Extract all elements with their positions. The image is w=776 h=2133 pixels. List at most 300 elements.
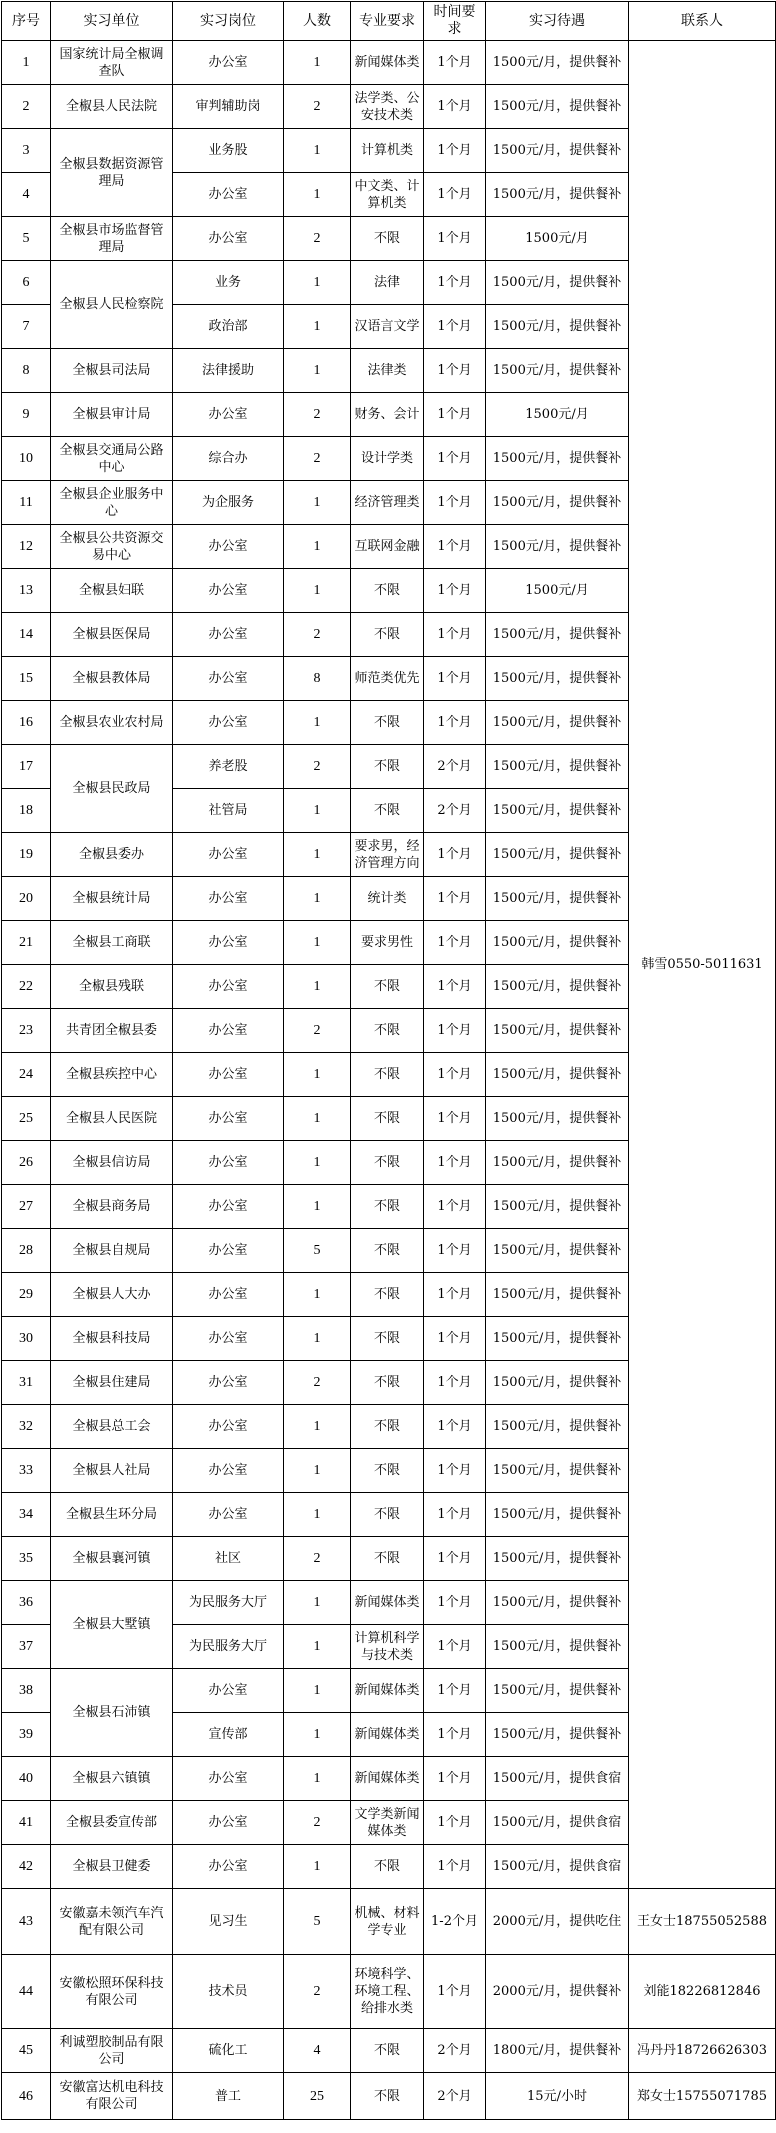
- post-cell: 办公室: [173, 613, 284, 657]
- major-cell: 不限: [351, 1449, 424, 1493]
- row-no-cell: 36: [2, 1581, 51, 1625]
- count-cell: 1: [284, 1449, 351, 1493]
- post-cell: 办公室: [173, 569, 284, 613]
- pay-cell: 1500元/月: [486, 393, 629, 437]
- contact-cell: 冯丹丹18726626303: [629, 2029, 776, 2073]
- count-cell: 2: [284, 393, 351, 437]
- count-cell: 1: [284, 41, 351, 85]
- time-cell: 1个月: [424, 1449, 486, 1493]
- row-no-cell: 14: [2, 613, 51, 657]
- unit-cell: 全椒县人民检察院: [51, 261, 173, 349]
- post-cell: 办公室: [173, 173, 284, 217]
- time-cell: 1个月: [424, 1493, 486, 1537]
- row-no-cell: 4: [2, 173, 51, 217]
- post-cell: 办公室: [173, 1449, 284, 1493]
- post-cell: 办公室: [173, 701, 284, 745]
- major-cell: 新闻媒体类: [351, 1581, 424, 1625]
- row-no-cell: 41: [2, 1801, 51, 1845]
- row-no-cell: 38: [2, 1669, 51, 1713]
- pay-cell: 1500元/月，提供餐补: [486, 1493, 629, 1537]
- time-cell: 1个月: [424, 1537, 486, 1581]
- unit-cell: 全椒县数据资源管理局: [51, 129, 173, 217]
- row-no-cell: 33: [2, 1449, 51, 1493]
- unit-cell: 全椒县大墅镇: [51, 1581, 173, 1669]
- time-cell: 2个月: [424, 2029, 486, 2073]
- pay-cell: 1500元/月，提供餐补: [486, 1009, 629, 1053]
- post-cell: 宣传部: [173, 1713, 284, 1757]
- post-cell: 办公室: [173, 1273, 284, 1317]
- pay-cell: 2000元/月，提供吃住: [486, 1889, 629, 1955]
- pay-cell: 1500元/月，提供餐补: [486, 1053, 629, 1097]
- post-cell: 审判辅助岗: [173, 85, 284, 129]
- unit-cell: 全椒县医保局: [51, 613, 173, 657]
- unit-cell: 国家统计局全椒调查队: [51, 41, 173, 85]
- header-post: 实习岗位: [173, 2, 284, 41]
- unit-cell: 全椒县卫健委: [51, 1845, 173, 1889]
- pay-cell: 1500元/月，提供餐补: [486, 1581, 629, 1625]
- pay-cell: 1500元/月，提供餐补: [486, 833, 629, 877]
- count-cell: 1: [284, 261, 351, 305]
- row-no-cell: 37: [2, 1625, 51, 1669]
- major-cell: 不限: [351, 745, 424, 789]
- pay-cell: 1500元/月，提供餐补: [486, 657, 629, 701]
- unit-cell: 安徽松照环保科技有限公司: [51, 1955, 173, 2029]
- row-no-cell: 21: [2, 921, 51, 965]
- unit-cell: 全椒县人大办: [51, 1273, 173, 1317]
- unit-cell: 全椒县统计局: [51, 877, 173, 921]
- header-pay: 实习待遇: [486, 2, 629, 41]
- time-cell: 1个月: [424, 217, 486, 261]
- row-no-cell: 35: [2, 1537, 51, 1581]
- major-cell: 不限: [351, 217, 424, 261]
- pay-cell: 1500元/月，提供餐补: [486, 1669, 629, 1713]
- pay-cell: 1500元/月，提供餐补: [486, 525, 629, 569]
- pay-cell: 1500元/月，提供餐补: [486, 745, 629, 789]
- pay-cell: 1500元/月，提供餐补: [486, 877, 629, 921]
- post-cell: 办公室: [173, 1053, 284, 1097]
- count-cell: 1: [284, 877, 351, 921]
- row-no-cell: 15: [2, 657, 51, 701]
- major-cell: 汉语言文学: [351, 305, 424, 349]
- count-cell: 1: [284, 1097, 351, 1141]
- unit-cell: 共青团全椒县委: [51, 1009, 173, 1053]
- pay-cell: 1500元/月，提供餐补: [486, 1713, 629, 1757]
- pay-cell: 1500元/月，提供餐补: [486, 701, 629, 745]
- time-cell: 1个月: [424, 85, 486, 129]
- major-cell: 机械、材料学专业: [351, 1889, 424, 1955]
- contact-cell: 郑女士15755071785: [629, 2073, 776, 2120]
- count-cell: 1: [284, 921, 351, 965]
- post-cell: 政治部: [173, 305, 284, 349]
- count-cell: 1: [284, 1757, 351, 1801]
- pay-cell: 1500元/月，提供餐补: [486, 1361, 629, 1405]
- unit-cell: 全椒县教体局: [51, 657, 173, 701]
- count-cell: 5: [284, 1889, 351, 1955]
- time-cell: 1个月: [424, 437, 486, 481]
- major-cell: 设计学类: [351, 437, 424, 481]
- major-cell: 不限: [351, 1053, 424, 1097]
- row-no-cell: 39: [2, 1713, 51, 1757]
- major-cell: 不限: [351, 1229, 424, 1273]
- header-major: 专业要求: [351, 2, 424, 41]
- major-cell: 不限: [351, 1361, 424, 1405]
- pay-cell: 1500元/月: [486, 569, 629, 613]
- count-cell: 1: [284, 1581, 351, 1625]
- header-time: 时间要求: [424, 2, 486, 41]
- count-cell: 2: [284, 1801, 351, 1845]
- unit-cell: 全椒县商务局: [51, 1185, 173, 1229]
- pay-cell: 1500元/月，提供餐补: [486, 1317, 629, 1361]
- unit-cell: 全椒县人社局: [51, 1449, 173, 1493]
- count-cell: 1: [284, 305, 351, 349]
- pay-cell: 2000元/月，提供餐补: [486, 1955, 629, 2029]
- time-cell: 1个月: [424, 833, 486, 877]
- count-cell: 2: [284, 85, 351, 129]
- row-no-cell: 10: [2, 437, 51, 481]
- major-cell: 不限: [351, 1493, 424, 1537]
- count-cell: 2: [284, 1009, 351, 1053]
- unit-cell: 全椒县自规局: [51, 1229, 173, 1273]
- time-cell: 2个月: [424, 2073, 486, 2120]
- pay-cell: 1500元/月，提供餐补: [486, 921, 629, 965]
- pay-cell: 1500元/月，提供餐补: [486, 1273, 629, 1317]
- time-cell: 1个月: [424, 1053, 486, 1097]
- unit-cell: 全椒县襄河镇: [51, 1537, 173, 1581]
- time-cell: 1个月: [424, 1757, 486, 1801]
- post-cell: 综合办: [173, 437, 284, 481]
- row-no-cell: 16: [2, 701, 51, 745]
- count-cell: 2: [284, 745, 351, 789]
- row-no-cell: 42: [2, 1845, 51, 1889]
- unit-cell: 全椒县人民医院: [51, 1097, 173, 1141]
- count-cell: 1: [284, 1273, 351, 1317]
- row-no-cell: 25: [2, 1097, 51, 1141]
- time-cell: 1个月: [424, 1141, 486, 1185]
- post-cell: 办公室: [173, 1229, 284, 1273]
- count-cell: 4: [284, 2029, 351, 2073]
- post-cell: 办公室: [173, 1009, 284, 1053]
- header-count: 人数: [284, 2, 351, 41]
- count-cell: 2: [284, 1537, 351, 1581]
- pay-cell: 1500元/月，提供餐补: [486, 1449, 629, 1493]
- table-row: [2, 41, 776, 85]
- major-cell: 新闻媒体类: [351, 1757, 424, 1801]
- time-cell: 1个月: [424, 1801, 486, 1845]
- row-no-cell: 29: [2, 1273, 51, 1317]
- post-cell: 为民服务大厅: [173, 1581, 284, 1625]
- post-cell: 办公室: [173, 393, 284, 437]
- contact-cell: 刘能18226812846: [629, 1955, 776, 2029]
- table-row: [2, 1955, 776, 2029]
- unit-cell: 安徽嘉未领汽车汽配有限公司: [51, 1889, 173, 1955]
- major-cell: 统计类: [351, 877, 424, 921]
- unit-cell: 利诚塑胶制品有限公司: [51, 2029, 173, 2073]
- time-cell: 1个月: [424, 1009, 486, 1053]
- time-cell: 2个月: [424, 789, 486, 833]
- pay-cell: 1500元/月: [486, 217, 629, 261]
- post-cell: 办公室: [173, 1801, 284, 1845]
- count-cell: 1: [284, 173, 351, 217]
- major-cell: 法学类、公安技术类: [351, 85, 424, 129]
- time-cell: 1个月: [424, 1955, 486, 2029]
- post-cell: 办公室: [173, 965, 284, 1009]
- row-no-cell: 28: [2, 1229, 51, 1273]
- unit-cell: 全椒县信访局: [51, 1141, 173, 1185]
- row-no-cell: 5: [2, 217, 51, 261]
- major-cell: 计算机类: [351, 129, 424, 173]
- post-cell: 为民服务大厅: [173, 1625, 284, 1669]
- count-cell: 1: [284, 965, 351, 1009]
- post-cell: 社区: [173, 1537, 284, 1581]
- count-cell: 2: [284, 217, 351, 261]
- time-cell: 1个月: [424, 701, 486, 745]
- major-cell: 新闻媒体类: [351, 1669, 424, 1713]
- unit-cell: 全椒县农业农村局: [51, 701, 173, 745]
- row-no-cell: 32: [2, 1405, 51, 1449]
- major-cell: 财务、会计: [351, 393, 424, 437]
- count-cell: 5: [284, 1229, 351, 1273]
- unit-cell: 全椒县六镇镇: [51, 1757, 173, 1801]
- row-no-cell: 26: [2, 1141, 51, 1185]
- pay-cell: 1500元/月，提供餐补: [486, 129, 629, 173]
- pay-cell: 1500元/月，提供餐补: [486, 1141, 629, 1185]
- count-cell: 2: [284, 437, 351, 481]
- pay-cell: 1500元/月，提供餐补: [486, 41, 629, 85]
- pay-cell: 1500元/月，提供餐补: [486, 789, 629, 833]
- count-cell: 1: [284, 1053, 351, 1097]
- count-cell: 25: [284, 2073, 351, 2120]
- major-cell: 师范类优先: [351, 657, 424, 701]
- major-cell: 不限: [351, 1141, 424, 1185]
- post-cell: 养老股: [173, 745, 284, 789]
- time-cell: 1个月: [424, 921, 486, 965]
- major-cell: 不限: [351, 2029, 424, 2073]
- row-no-cell: 44: [2, 1955, 51, 2029]
- unit-cell: 全椒县住建局: [51, 1361, 173, 1405]
- time-cell: 1个月: [424, 41, 486, 85]
- pay-cell: 1500元/月，提供餐补: [486, 173, 629, 217]
- post-cell: 办公室: [173, 1493, 284, 1537]
- pay-cell: 1500元/月，提供餐补: [486, 349, 629, 393]
- row-no-cell: 46: [2, 2073, 51, 2120]
- time-cell: 1个月: [424, 965, 486, 1009]
- major-cell: 经济管理类: [351, 481, 424, 525]
- post-cell: 见习生: [173, 1889, 284, 1955]
- time-cell: 1个月: [424, 393, 486, 437]
- post-cell: 办公室: [173, 1317, 284, 1361]
- time-cell: 1个月: [424, 1317, 486, 1361]
- row-no-cell: 45: [2, 2029, 51, 2073]
- count-cell: 1: [284, 1141, 351, 1185]
- count-cell: 1: [284, 701, 351, 745]
- major-cell: 不限: [351, 569, 424, 613]
- count-cell: 1: [284, 789, 351, 833]
- time-cell: 1个月: [424, 877, 486, 921]
- pay-cell: 15元/小时: [486, 2073, 629, 2120]
- post-cell: 办公室: [173, 1669, 284, 1713]
- post-cell: 办公室: [173, 877, 284, 921]
- time-cell: 2个月: [424, 745, 486, 789]
- time-cell: 1个月: [424, 525, 486, 569]
- post-cell: 技术员: [173, 1955, 284, 2029]
- pay-cell: 1500元/月，提供餐补: [486, 437, 629, 481]
- count-cell: 1: [284, 129, 351, 173]
- pay-cell: 1500元/月，提供食宿: [486, 1757, 629, 1801]
- major-cell: 不限: [351, 613, 424, 657]
- major-cell: 计算机科学与技术类: [351, 1625, 424, 1669]
- row-no-cell: 3: [2, 129, 51, 173]
- unit-cell: 全椒县疾控中心: [51, 1053, 173, 1097]
- post-cell: 普工: [173, 2073, 284, 2120]
- pay-cell: 1500元/月，提供食宿: [486, 1801, 629, 1845]
- pay-cell: 1500元/月，提供餐补: [486, 305, 629, 349]
- unit-cell: 全椒县生环分局: [51, 1493, 173, 1537]
- unit-cell: 全椒县石沛镇: [51, 1669, 173, 1757]
- table-row: [2, 2029, 776, 2073]
- row-no-cell: 7: [2, 305, 51, 349]
- unit-cell: 全椒县审计局: [51, 393, 173, 437]
- unit-cell: 全椒县民政局: [51, 745, 173, 833]
- pay-cell: 1500元/月，提供餐补: [486, 261, 629, 305]
- row-no-cell: 11: [2, 481, 51, 525]
- unit-cell: 全椒县公共资源交易中心: [51, 525, 173, 569]
- major-cell: 不限: [351, 1097, 424, 1141]
- pay-cell: 1800元/月，提供餐补: [486, 2029, 629, 2073]
- major-cell: 不限: [351, 789, 424, 833]
- post-cell: 办公室: [173, 1141, 284, 1185]
- unit-cell: 全椒县司法局: [51, 349, 173, 393]
- count-cell: 1: [284, 1713, 351, 1757]
- count-cell: 1: [284, 349, 351, 393]
- unit-cell: 全椒县工商联: [51, 921, 173, 965]
- major-cell: 中文类、计算机类: [351, 173, 424, 217]
- post-cell: 办公室: [173, 525, 284, 569]
- time-cell: 1-2个月: [424, 1889, 486, 1955]
- time-cell: 1个月: [424, 481, 486, 525]
- post-cell: 办公室: [173, 1361, 284, 1405]
- contact-cell: 王女士18755052588: [629, 1889, 776, 1955]
- row-no-cell: 34: [2, 1493, 51, 1537]
- row-no-cell: 31: [2, 1361, 51, 1405]
- time-cell: 1个月: [424, 1405, 486, 1449]
- time-cell: 1个月: [424, 1185, 486, 1229]
- pay-cell: 1500元/月，提供餐补: [486, 1229, 629, 1273]
- post-cell: 办公室: [173, 217, 284, 261]
- major-cell: 新闻媒体类: [351, 41, 424, 85]
- pay-cell: 1500元/月，提供餐补: [486, 613, 629, 657]
- time-cell: 1个月: [424, 569, 486, 613]
- major-cell: 不限: [351, 1185, 424, 1229]
- post-cell: 办公室: [173, 1757, 284, 1801]
- post-cell: 办公室: [173, 833, 284, 877]
- major-cell: 法律: [351, 261, 424, 305]
- unit-cell: 全椒县交通局公路中心: [51, 437, 173, 481]
- post-cell: 业务股: [173, 129, 284, 173]
- header-no: 序号: [2, 2, 51, 41]
- time-cell: 1个月: [424, 173, 486, 217]
- row-no-cell: 20: [2, 877, 51, 921]
- row-no-cell: 24: [2, 1053, 51, 1097]
- contact-cell-shared: 韩雪0550-5011631: [629, 41, 776, 1889]
- major-cell: 法律类: [351, 349, 424, 393]
- unit-cell: 全椒县总工会: [51, 1405, 173, 1449]
- major-cell: 不限: [351, 2073, 424, 2120]
- time-cell: 1个月: [424, 1625, 486, 1669]
- major-cell: 不限: [351, 701, 424, 745]
- row-no-cell: 23: [2, 1009, 51, 1053]
- table-row: [2, 2073, 776, 2120]
- count-cell: 8: [284, 657, 351, 701]
- time-cell: 1个月: [424, 1229, 486, 1273]
- count-cell: 1: [284, 1185, 351, 1229]
- time-cell: 1个月: [424, 1669, 486, 1713]
- row-no-cell: 19: [2, 833, 51, 877]
- row-no-cell: 18: [2, 789, 51, 833]
- post-cell: 业务: [173, 261, 284, 305]
- table-row: [2, 1889, 776, 1955]
- count-cell: 1: [284, 481, 351, 525]
- time-cell: 1个月: [424, 1581, 486, 1625]
- row-no-cell: 17: [2, 745, 51, 789]
- post-cell: 硫化工: [173, 2029, 284, 2073]
- header-contact: 联系人: [629, 2, 776, 41]
- header-unit: 实习单位: [51, 2, 173, 41]
- post-cell: 办公室: [173, 1845, 284, 1889]
- count-cell: 1: [284, 833, 351, 877]
- internship-table: [1, 1, 776, 2120]
- unit-cell: 全椒县残联: [51, 965, 173, 1009]
- row-no-cell: 12: [2, 525, 51, 569]
- count-cell: 1: [284, 1317, 351, 1361]
- row-no-cell: 6: [2, 261, 51, 305]
- unit-cell: 全椒县人民法院: [51, 85, 173, 129]
- time-cell: 1个月: [424, 349, 486, 393]
- pay-cell: 1500元/月，提供餐补: [486, 481, 629, 525]
- count-cell: 2: [284, 1955, 351, 2029]
- pay-cell: 1500元/月，提供餐补: [486, 1625, 629, 1669]
- unit-cell: 全椒县委办: [51, 833, 173, 877]
- post-cell: 办公室: [173, 1185, 284, 1229]
- pay-cell: 1500元/月，提供餐补: [486, 1097, 629, 1141]
- pay-cell: 1500元/月，提供餐补: [486, 1185, 629, 1229]
- row-no-cell: 43: [2, 1889, 51, 1955]
- major-cell: 要求男，经济管理方向: [351, 833, 424, 877]
- unit-cell: 全椒县妇联: [51, 569, 173, 613]
- row-no-cell: 27: [2, 1185, 51, 1229]
- unit-cell: 全椒县市场监督管理局: [51, 217, 173, 261]
- time-cell: 1个月: [424, 613, 486, 657]
- post-cell: 办公室: [173, 1097, 284, 1141]
- pay-cell: 1500元/月，提供餐补: [486, 1405, 629, 1449]
- row-no-cell: 30: [2, 1317, 51, 1361]
- count-cell: 1: [284, 569, 351, 613]
- time-cell: 1个月: [424, 305, 486, 349]
- post-cell: 办公室: [173, 657, 284, 701]
- row-no-cell: 22: [2, 965, 51, 1009]
- post-cell: 社管局: [173, 789, 284, 833]
- count-cell: 2: [284, 613, 351, 657]
- major-cell: 不限: [351, 1273, 424, 1317]
- unit-cell: 全椒县委宣传部: [51, 1801, 173, 1845]
- major-cell: 不限: [351, 1845, 424, 1889]
- major-cell: 要求男性: [351, 921, 424, 965]
- time-cell: 1个月: [424, 129, 486, 173]
- time-cell: 1个月: [424, 1845, 486, 1889]
- post-cell: 办公室: [173, 1405, 284, 1449]
- count-cell: 1: [284, 1845, 351, 1889]
- post-cell: 为企服务: [173, 481, 284, 525]
- unit-cell: 全椒县企业服务中心: [51, 481, 173, 525]
